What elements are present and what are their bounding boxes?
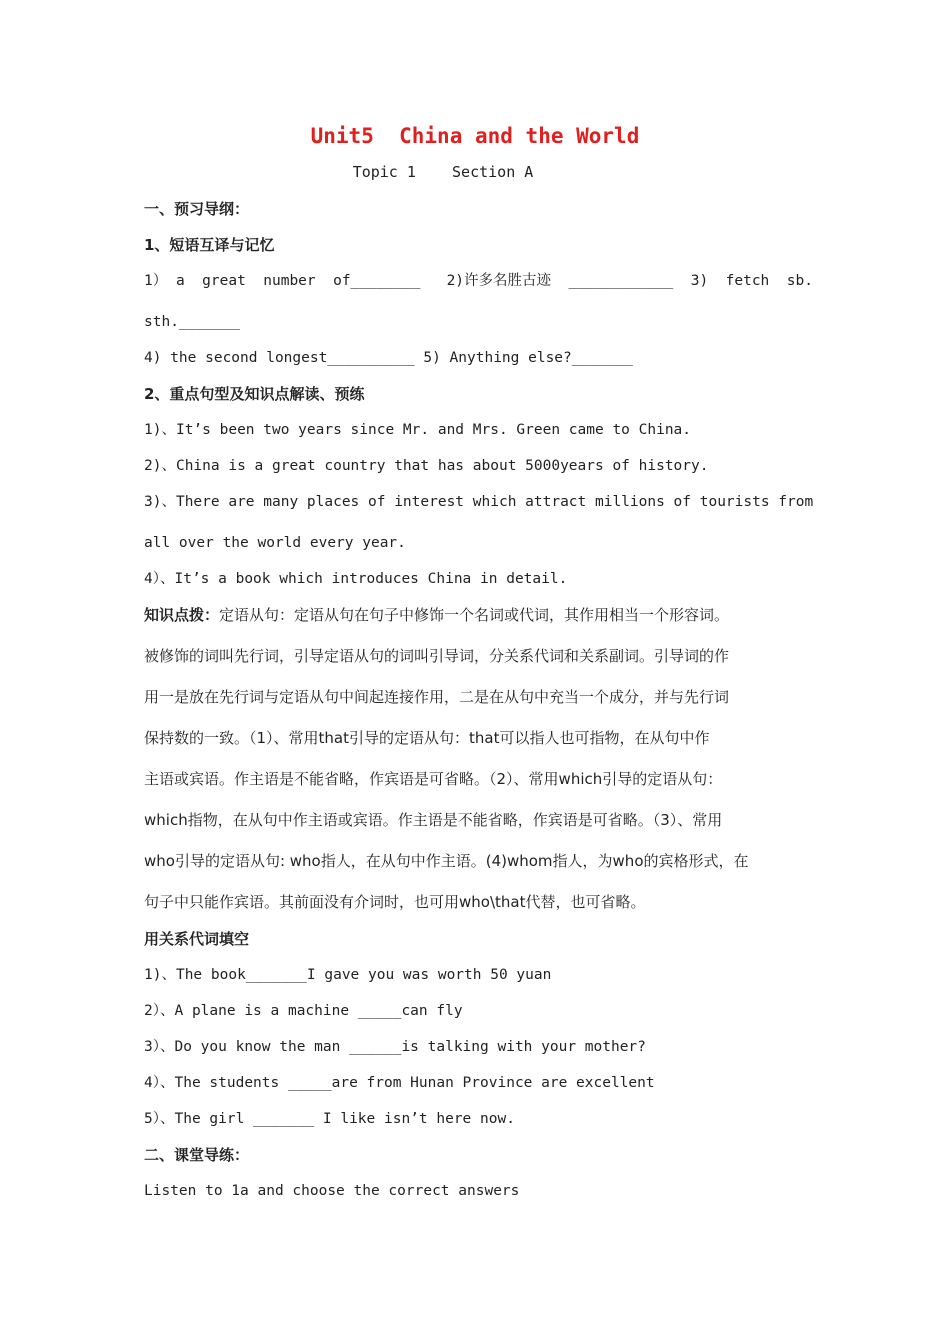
sentence-3: 3)、There are many places of interest which attract millions of tourists from (144, 494, 814, 510)
sentence-3-cont: all over the world every year. (144, 535, 406, 551)
knowledge-text: 定语从句：定语从句在句子中修饰一个名词或代词，其作用相当一个形容词。 (219, 606, 730, 624)
knowledge-line-1 (144, 605, 806, 625)
sentence-1: 1)、It’s been two years since Mr. and Mrs. Green came to China. (144, 422, 692, 438)
exercise-3: 3）、Do you know the man ______is talking with your mother? (144, 1039, 646, 1055)
exercise-4: 4）、The students _____are from Hunan Province are excellent (144, 1075, 655, 1091)
knowledge-line-3: 用一是放在先行词与定语从句中间起连接作用，二是在从句中充当一个成分，并与先行词 (144, 688, 730, 706)
knowledge-label: 知识点拨： (144, 606, 220, 624)
exercise-heading: 用关系代词填空 (144, 930, 250, 948)
page-title: Unit5 China and the World (310, 124, 640, 148)
knowledge-line-4: 保持数的一致。（1）、常用that引导的定语从句：that可以指人也可指物，在从句中作 (144, 729, 710, 747)
exercise-5: 5）、The girl _______ I like isn’t here now. (144, 1111, 515, 1127)
phrases-line-3: 4) the second longest__________ 5) Anything else?_______ (144, 350, 633, 366)
section2-heading: 二、课堂导练： (144, 1146, 250, 1164)
knowledge-line-6: which指物，在从句中作主语或宾语。作主语是不能省略，作宾语是可省略。（3）、常用 (144, 811, 723, 829)
knowledge-line-5: 主语或宾语。作主语是不能省略，作宾语是可省略。（2）、常用which引导的定语从句： (144, 770, 723, 788)
exercise-2: 2）、A plane is a machine _____can fly (144, 1003, 463, 1019)
listen-instruction: Listen to 1a and choose the correct answers (144, 1183, 520, 1199)
section1-heading: 一、预习导纲： (144, 200, 250, 218)
phrases-line-2: sth._______ (144, 314, 241, 330)
page-subtitle: Topic 1 Section A (352, 163, 534, 181)
part2-heading: 2、重点句型及知识点解读、预练 (144, 385, 365, 403)
part1-heading: 1、短语互译与记忆 (144, 236, 275, 254)
phrases-line-1: 1） a great number of________ 2)许多名胜古迹 ____________ 3) fetch sb. (144, 273, 813, 289)
sentence-2: 2)、China is a great country that has about 5000years of history. (144, 458, 709, 474)
knowledge-line-7: who引导的定语从句: who指人，在从句中作主语。(4)whom指人，为who的宾格形式，在 (144, 852, 749, 870)
exercise-1: 1)、The book_______I gave you was worth 50 yuan (144, 967, 552, 983)
sentence-4: 4）、It’s a book which introduces China in detail. (144, 571, 568, 587)
knowledge-line-2: 被修饰的词叫先行词，引导定语从句的词叫引导词，分关系代词和关系副词。引导词的作 (144, 647, 730, 665)
knowledge-line-8: 句子中只能作宾语。其前面没有介词时，也可用who\that代替，也可省略。 (144, 893, 646, 911)
